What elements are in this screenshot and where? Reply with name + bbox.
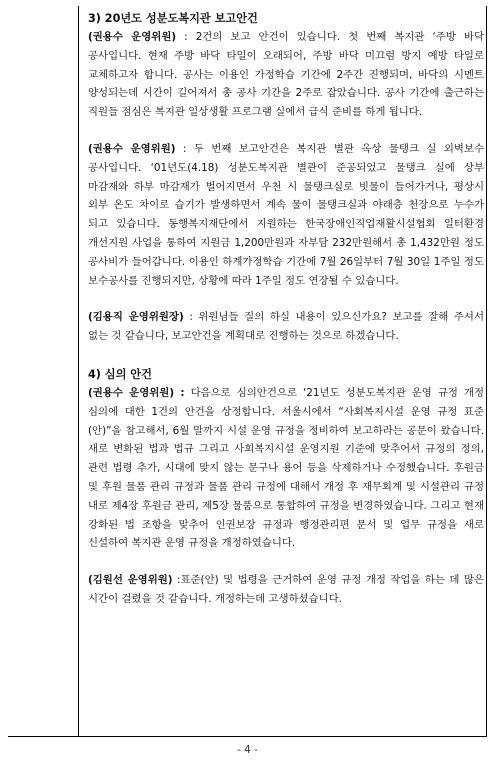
paragraph-chair-remark (88, 308, 484, 346)
table-content-cell (88, 6, 484, 736)
speaker-label: (권용수 운영위원) : (88, 386, 185, 399)
paragraph-deliberation-2 (88, 571, 484, 609)
paragraph-spacer (88, 122, 484, 140)
paragraph-spacer (88, 346, 484, 362)
paragraph-report-1 (88, 28, 484, 122)
table-left-column (8, 6, 79, 736)
minutes-table (8, 6, 487, 737)
page-number: - 4 - (237, 744, 258, 756)
paragraph-deliberation-1 (88, 384, 484, 553)
paragraph-spacer (88, 290, 484, 308)
paragraph-text: : 두 번째 보고안건은 복지관 별관 옥상 물탱크 실 외벽보수 공사입니다. ‘01년도(4.18) 성분도복지관 별관이 준공되었고 물탱크 실에 상부 마감재와 하부 마감재가 벌어지면서 우천 시 물탱크실로 빗물이 들어가거나, 평상시 외부 온도 차이로 습기가 발생하면서 계속 물이 물탱크실과 야래층 천장으로 누수가 되고 있습니다. 동행복지재단에서 지원하는 한국장애인직업재활시설협회 일터환경 개선지원 사업을 통하여 지원금 1,200만원과 자부담 232만원해서 총 1,432만원 정도 공사비가 들어갑니다. 이용인 하계가정학습 기간에 7월 26일부터 7월 30일 1주일 정도 보수공사를 진행되지만, 상황에 따라 1주일 정도 연장될 수 있습니다. (88, 142, 484, 287)
paragraph-text: : 위원님들 질의 하실 내용이 있으신가요? 보고를 잘해 주셔서 없는 것 같습니다, 보고안건을 계획대로 진행하는 것으로 하겠습니다. (88, 311, 484, 343)
paragraph-spacer (88, 553, 484, 571)
paragraph-text: 다음으로 심의안건으로 ‘21년도 성분도복지관 운영 규정 개정 심의에 대한 1건의 안건을 상정합니다. 서울시에서 “사회복지시설 운영 규정 표준(안)”을 참고해서, 6월 말까지 시설 운영 규정을 정비하여 보고하라는 공문이 왔습니다. 새로 변화된 법과 법규 그리고 사회복지시설 운영지원 기준에 맞추어서 규정의 정의, 관련 법령 추가, 시대에 맞지 않는 문구나 용어 등을 삭제하거나 수정했습니다. 후원금 및 후원 물품 관리 규정과 물품 관리 규정에 대해서 개정 후 재무회계 및 시설관리 규정 내로 제4장 후원금 관리, 제5장 물품으로 통합하여 규정을 변경하였습니다. 그리고 현재 강화된 법 조항을 맞추어 인권보장 규정과 행정관리편 문서 및 업무 규정을 새로 신설하여 복지관 운영 규정을 개정하였습니다. (88, 386, 484, 550)
speaker-label: (권용수 운영위원) (88, 31, 177, 43)
section-title-report: 3) 20년도 성분도복지관 보고안건 (88, 12, 258, 25)
speaker-label: (권용수 운영위원) (88, 142, 176, 155)
section-title-deliberation: 4) 심의 안건 (88, 367, 152, 381)
paragraph-report-2 (88, 140, 484, 290)
paragraph-text: :표준(안) 및 법령을 근거하여 운영 규정 개정 작업을 하는 데 많은 시간이 걸렸을 것 같습니다. 개정하는데 고생하셨습니다. (88, 574, 484, 605)
speaker-label: (김원선 운영위원) (88, 574, 173, 587)
paragraph-text: : 2건의 보고 안건이 있습니다. 첫 번째 복지관 ‘주방 바닥 공사입니다. 현재 주방 바닥 타일이 오래되어, 주방 바닥 미끄럼 방지 예방 타일로 교체하고자 합니다. 공사는 이용인 가정학습 기간에 2주간 진행되며, 바닥의 시멘트 양성되는데 시간이 길어져서 총 공사 기간을 2주로 잡았습니다. 공사 기간에 출근하는 직원들 점심은 복지관 일상생활 프로그램 실에서 급식 준비를 하게 됩니다. (88, 31, 484, 119)
speaker-label: (김용직 운영위원장) (88, 311, 184, 324)
